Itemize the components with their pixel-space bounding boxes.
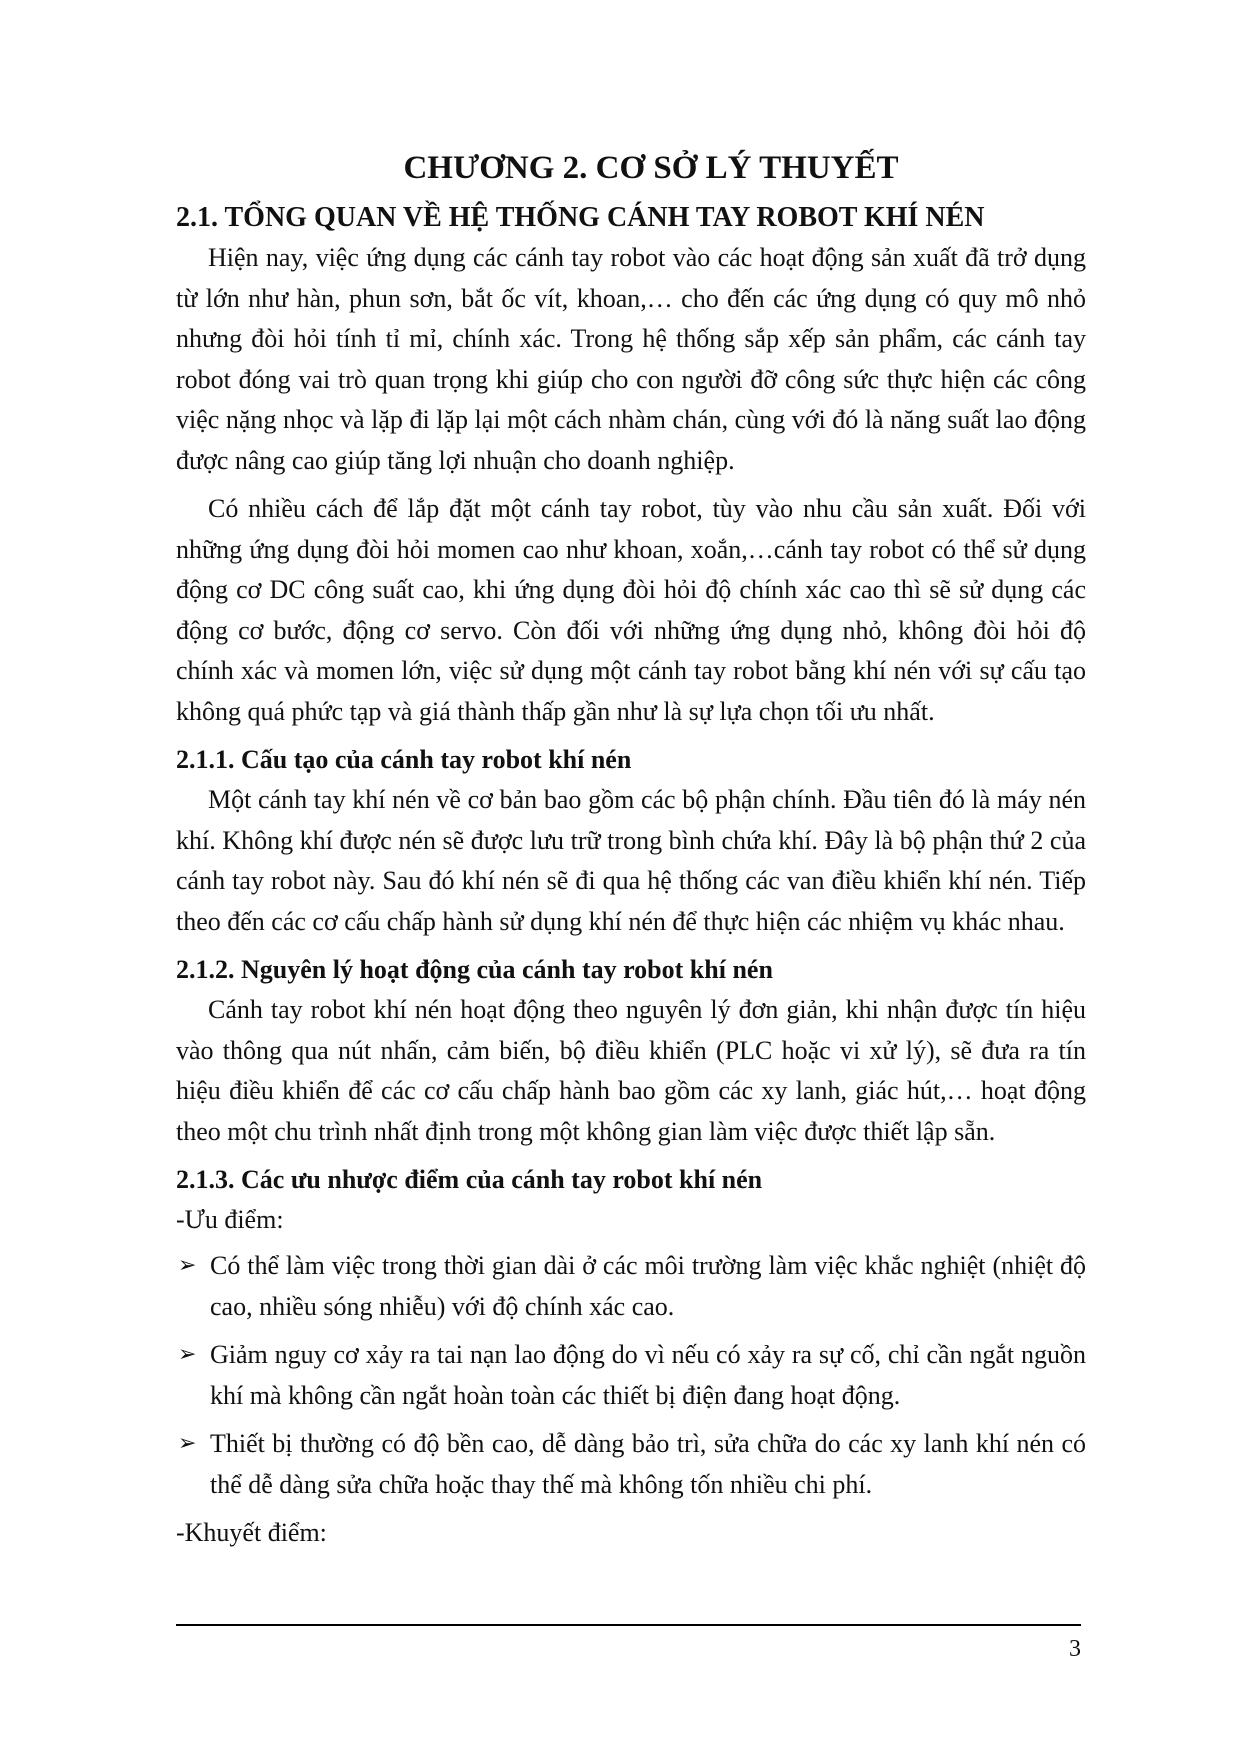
subsection-heading-principle: 2.1.2. Nguyên lý hoạt động của cánh tay robot khí nén xyxy=(176,955,773,984)
disadvantages-label: -Khuyết điểm: xyxy=(176,1518,327,1547)
subsection-heading-pros-cons: 2.1.3. Các ưu nhược điểm của cánh tay robot khí nén xyxy=(176,1165,763,1194)
arrowhead-bullet-icon: ➢ xyxy=(178,1342,197,1367)
advantages-label: -Ưu điểm: xyxy=(176,1205,284,1234)
principle-paragraph: Cánh tay robot khí nén hoạt động theo nguyên lý đơn giản, khi nhận được tín hiệu vào thông qua nút nhấn, cảm biến, bộ điều khiển (PLC hoặc vi xử lý), sẽ đưa ra tín hiệu điều khiển để các cơ cấu chấp hành bao gồm các xy lanh, giác hút,… hoạt động theo một chu trình nhất định trong một không gian làm việc được thiết lập sẵn. xyxy=(176,995,1086,1146)
intro-paragraph-2: Có nhiều cách để lắp đặt một cánh tay robot, tùy vào nhu cầu sản xuất. Đối với những ứng dụng đòi hỏi momen cao như khoan, xoắn,…cánh tay robot có thể sử dụng động cơ DC công suất cao, khi ứng dụng đòi hỏi độ chính xác cao thì sẽ sử dụng các động cơ bước, động cơ servo. Còn đối với những ứng dụng nhỏ, không đòi hỏi độ chính xác và momen lớn, việc sử dụng một cánh tay robot bằng khí nén với sự cấu tạo không quá phức tạp và giá thành thấp gần như là sự lựa chọn tối ưu nhất. xyxy=(176,494,1086,726)
advantage-item xyxy=(176,1246,1086,1327)
chapter-title: CHƯƠNG 2. CƠ SỞ LÝ THUYẾT xyxy=(403,150,899,186)
footer-divider xyxy=(176,1624,1081,1626)
intro-paragraph-1: Hiện nay, việc ứng dụng các cánh tay robot vào các hoạt động sản xuất đã trở dụng từ lớn như hàn, phun sơn, bắt ốc vít, khoan,… cho đến các ứng dụng có quy mô nhỏ nhưng đòi hỏi tính tỉ mỉ, chính xác. Trong hệ thống sắp xếp sản phẩm, các cánh tay robot đóng vai trò quan trọng khi giúp cho con người đỡ công sức thực hiện các công việc nặng nhọc và lặp đi lặp lại một cách nhàm chán, cùng với đó là năng suất lao động được nâng cao giúp tăng lợi nhuận cho doanh nghiệp. xyxy=(176,243,1086,475)
page-body xyxy=(176,146,1086,1559)
advantage-item xyxy=(176,1335,1086,1416)
page-number: 3 xyxy=(1069,1636,1081,1662)
advantage-text: Có thể làm việc trong thời gian dài ở các môi trường làm việc khắc nghiệt (nhiệt độ cao, nhiều sóng nhiễu) với độ chính xác cao. xyxy=(210,1251,1086,1321)
structure-paragraph: Một cánh tay khí nén về cơ bản bao gồm các bộ phận chính. Đầu tiên đó là máy nén khí. Không khí được nén sẽ được lưu trữ trong bình chứa khí. Đây là bộ phận thứ 2 của cánh tay robot này. Sau đó khí nén sẽ đi qua hệ thống các van điều khiển khí nén. Tiếp theo đến các cơ cấu chấp hành sử dụng khí nén để thực hiện các nhiệm vụ khác nhau. xyxy=(176,785,1086,936)
advantage-item xyxy=(176,1424,1086,1505)
section-heading: 2.1. TỔNG QUAN VỀ HỆ THỐNG CÁNH TAY ROBOT KHÍ NÉN xyxy=(176,202,985,233)
arrowhead-bullet-icon: ➢ xyxy=(178,1431,197,1456)
subsection-heading-structure: 2.1.1. Cấu tạo của cánh tay robot khí nén xyxy=(176,745,632,774)
arrowhead-bullet-icon: ➢ xyxy=(178,1253,197,1278)
advantage-text: Giảm nguy cơ xảy ra tai nạn lao động do vì nếu có xảy ra sự cố, chỉ cần ngắt nguồn khí mà không cần ngắt hoàn toàn các thiết bị điện đang hoạt động. xyxy=(210,1340,1086,1410)
advantage-text: Thiết bị thường có độ bền cao, dễ dàng bảo trì, sửa chữa do các xy lanh khí nén có thể dễ dàng sửa chữa hoặc thay thế mà không tốn nhiều chi phí. xyxy=(210,1429,1086,1499)
